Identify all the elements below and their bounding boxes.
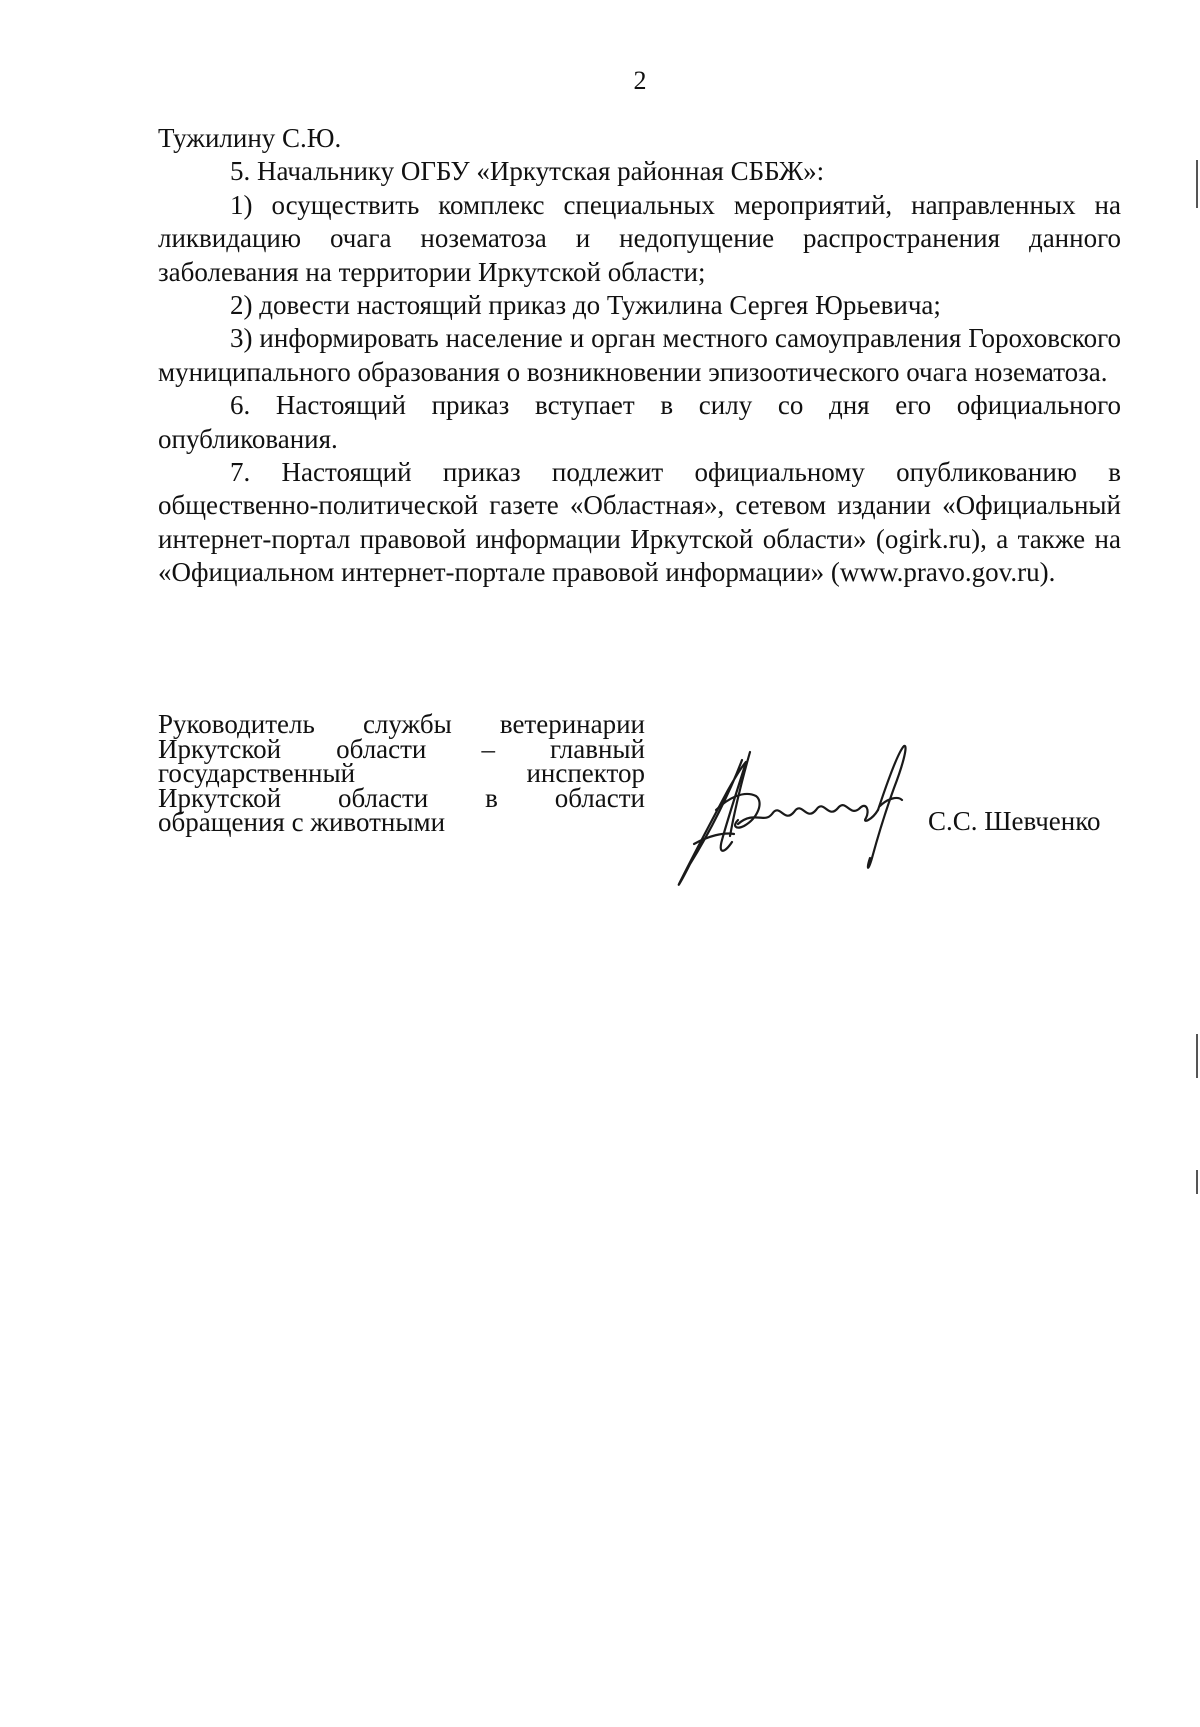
paragraph-item-5-3: 3) информировать население и орган местного самоуправления Гороховского муниципального образования о возникновении эпизоотического очага нозематоза. xyxy=(158,323,1121,387)
signatory-title-line: Иркутской области – главный xyxy=(158,733,645,764)
paragraph-addressee-end: Тужилину С.Ю. xyxy=(158,123,342,153)
handwritten-signature xyxy=(672,740,932,900)
signer-name: С.С. Шевченко xyxy=(928,806,1101,836)
page-number: 2 xyxy=(633,66,647,95)
paragraph-item-6: 6. Настоящий приказ вступает в силу со дня его официального опубликования. xyxy=(158,390,1121,454)
signatory-title-line: обращения с животными xyxy=(158,807,446,837)
scan-edge-mark xyxy=(1196,1170,1198,1194)
signatory-title xyxy=(158,709,645,837)
paragraph-item-5-2: 2) довести настоящий приказ до Тужилина Сергея Юрьевича; xyxy=(230,290,941,321)
document-body xyxy=(158,122,1121,590)
paragraph-item-5: 5. Начальнику ОГБУ «Иркутская районная СББЖ»: xyxy=(230,156,825,187)
paragraph-item-5-1: 1) осуществить комплекс специальных мероприятий, направленных на ликвидацию очага нозематоза и недопущение распространения данного заболевания на территории Иркутской области; xyxy=(158,189,1121,287)
scan-edge-mark xyxy=(1196,1034,1198,1078)
paragraph-item-7: 7. Настоящий приказ подлежит официальному опубликованию в общественно-политической газете «Областная», сетевом издании «Официальный интернет-портал правовой информации Иркутской области» (ogirk.ru), а также на «Официальном интернет-портале правовой информации» (www.pravo.gov.ru). xyxy=(158,457,1121,588)
signatory-title-line: Иркутской области в области xyxy=(158,782,645,813)
signatory-title-line: Руководитель службы ветеринарии xyxy=(158,709,645,739)
scan-edge-mark xyxy=(1196,160,1198,208)
signatory-title-line: государственный инспектор xyxy=(158,758,645,788)
